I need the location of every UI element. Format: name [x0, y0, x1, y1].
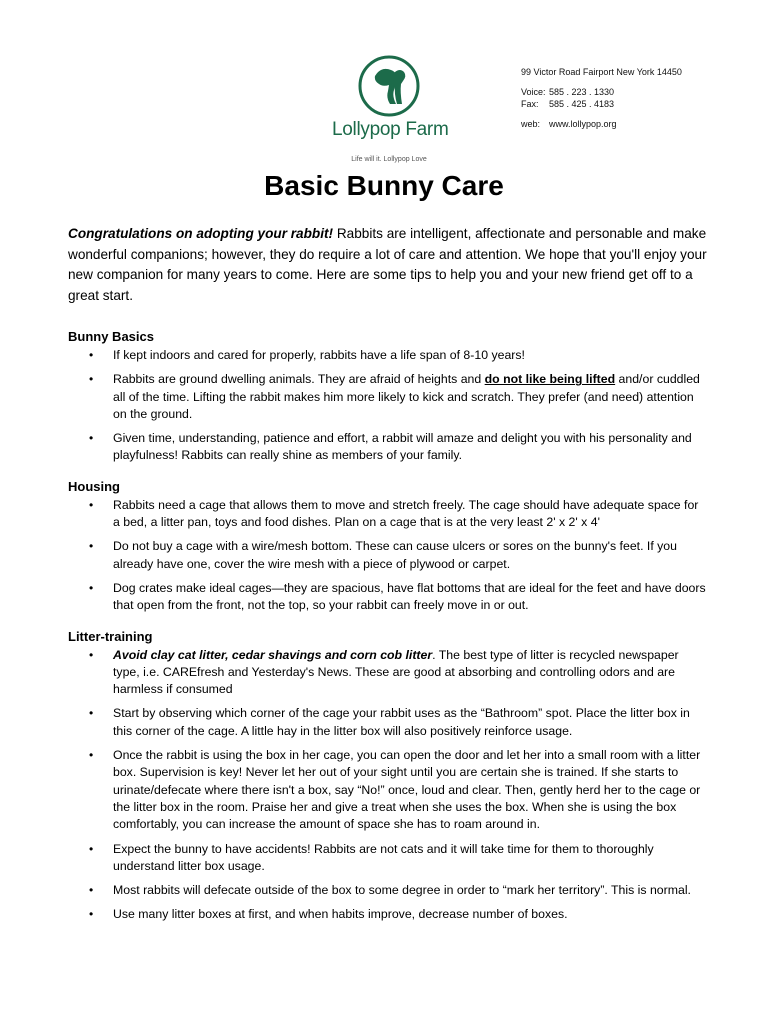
voice-number: 585 . 223 . 1330: [549, 87, 615, 97]
bullet-icon: •: [89, 706, 94, 721]
dog-cat-emblem-icon: [357, 54, 421, 118]
bullet-icon: •: [89, 883, 94, 898]
fax-number: 585 . 425 . 4183: [549, 99, 615, 109]
list-item-text: Rabbits need a cage that allows them to move and stretch freely. The cage should have adequate space for a bed, a litter pan, toys and food dishes. Plan on a cage that is at the very least 2' x 2' x 4': [113, 497, 699, 530]
bullet-icon: •: [89, 748, 94, 763]
list-item: [68, 430, 708, 465]
list-item-text: Given time, understanding, patience and effort, a rabbit will amaze and delight you with his personality and playfulness! Rabbits can really shine as members of your family.: [113, 431, 692, 463]
emphasis-text: do not like being lifted: [484, 372, 616, 387]
list-item: [68, 371, 708, 423]
page-title: Basic Bunny Care: [264, 170, 504, 201]
fax-row: [521, 98, 682, 110]
web-link[interactable]: www.lollypop.org: [549, 119, 617, 129]
litter-list: [68, 647, 708, 924]
web-label: web:: [521, 119, 541, 129]
bullet-icon: •: [89, 580, 94, 595]
bullet-icon: •: [89, 907, 94, 922]
list-item: [68, 841, 708, 876]
lollypop-farm-logo: [332, 54, 449, 141]
list-item: [68, 882, 708, 899]
document-body: [68, 224, 708, 937]
list-item-text: Dog crates make ideal cages—they are spacious, have flat bottoms that are ideal for the feet and have doors that open from the front, not the top, so your rabbit can freely move in or out.: [113, 580, 706, 613]
voice-row: [521, 86, 682, 98]
brand-name: Lollypop Farm: [332, 119, 449, 140]
bullet-icon: •: [89, 841, 94, 856]
list-item-text: Most rabbits will defecate outside of the box to some degree in order to “mark her territory”. This is normal.: [113, 883, 691, 898]
bullet-icon: •: [89, 372, 94, 387]
section-heading-housing: Housing: [68, 478, 120, 494]
list-item-text: Use many litter boxes at first, and when habits improve, decrease number of boxes.: [113, 907, 568, 922]
section-heading-litter: Litter-training: [68, 628, 153, 644]
list-item-text: Expect the bunny to have accidents! Rabbits are not cats and it will take time for them to thoroughly understand litter box usage.: [113, 841, 654, 873]
list-item-text: Once the rabbit is using the box in her cage, you can open the door and let her into a small room with a litter box. Supervision is key! Never let her out of your sight until you are certain she is trained. If she starts to urinate/defecate where there isn't a box, say “No!” once, loud and clear. Then, gently herd her to the cage or the litter box in the room. Praise her and give a treat when she uses the box. When she is using the box comfortably, you can increase the amount of space she has to roam around in.: [113, 748, 701, 832]
list-item: [68, 747, 708, 833]
voice-label: Voice:: [521, 87, 546, 97]
housing-list: [68, 497, 708, 615]
list-item: [68, 906, 708, 923]
list-item-text: Do not buy a cage with a wire/mesh bottom. These can cause ulcers or sores on the bunny's feet. If you already have one, cover the wire mesh with a piece of plywood or carpet.: [113, 539, 677, 571]
web-row: [521, 118, 682, 130]
list-item-text: Start by observing which corner of the cage your rabbit uses as the “Bathroom” spot. Place the litter box in this corner of the cage. A little hay in the litter box will also positively reinforce usage.: [113, 706, 690, 738]
list-item: [68, 538, 708, 573]
address: 99 Victor Road Fairport New York 14450: [521, 67, 682, 77]
list-item-text: . The best type of litter is recycled newspaper type, i.e. CAREfresh and Yesterday's News. These are good at absorbing and controlling odors and are harmless if consumed: [113, 647, 679, 697]
bullet-icon: •: [89, 647, 94, 662]
bullet-icon: •: [89, 497, 94, 512]
list-item: [68, 647, 708, 699]
bullet-icon: •: [89, 539, 94, 554]
contact-block: [521, 66, 682, 130]
list-item-text: and/or cuddled all of the time. Lifting the rabbit makes him more likely to kick and scratch. They prefer (and need) attention on the ground.: [113, 372, 700, 421]
section-heading-basics: Bunny Basics: [68, 329, 154, 344]
brand-tagline: Life will it. Lollypop Love: [351, 156, 427, 163]
list-item: [68, 497, 708, 532]
basics-list: [68, 347, 708, 465]
list-item: [68, 705, 708, 740]
list-item: [68, 580, 708, 615]
fax-label: Fax:: [521, 99, 539, 109]
list-item-text: If kept indoors and cared for properly, rabbits have a life span of 8-10 years!: [113, 348, 525, 362]
emphasis-text: Avoid clay cat litter, cedar shavings and corn cob litter: [113, 647, 433, 662]
intro-lead: Congratulations on adopting your rabbit!: [68, 226, 334, 241]
intro-paragraph: [68, 224, 708, 306]
list-item: [68, 347, 708, 364]
intro-text: Rabbits are intelligent, affectionate and personable and make wonderful companions; however, they do require a lot of care and attention. We hope that you'll enjoy your new companion for many years to come. Here are some tips to help you and your new friend get off to a great start.: [68, 226, 707, 303]
bullet-icon: •: [89, 348, 94, 362]
list-item-text: Rabbits are ground dwelling animals. They are afraid of heights and: [113, 372, 485, 387]
bullet-icon: •: [89, 431, 94, 446]
